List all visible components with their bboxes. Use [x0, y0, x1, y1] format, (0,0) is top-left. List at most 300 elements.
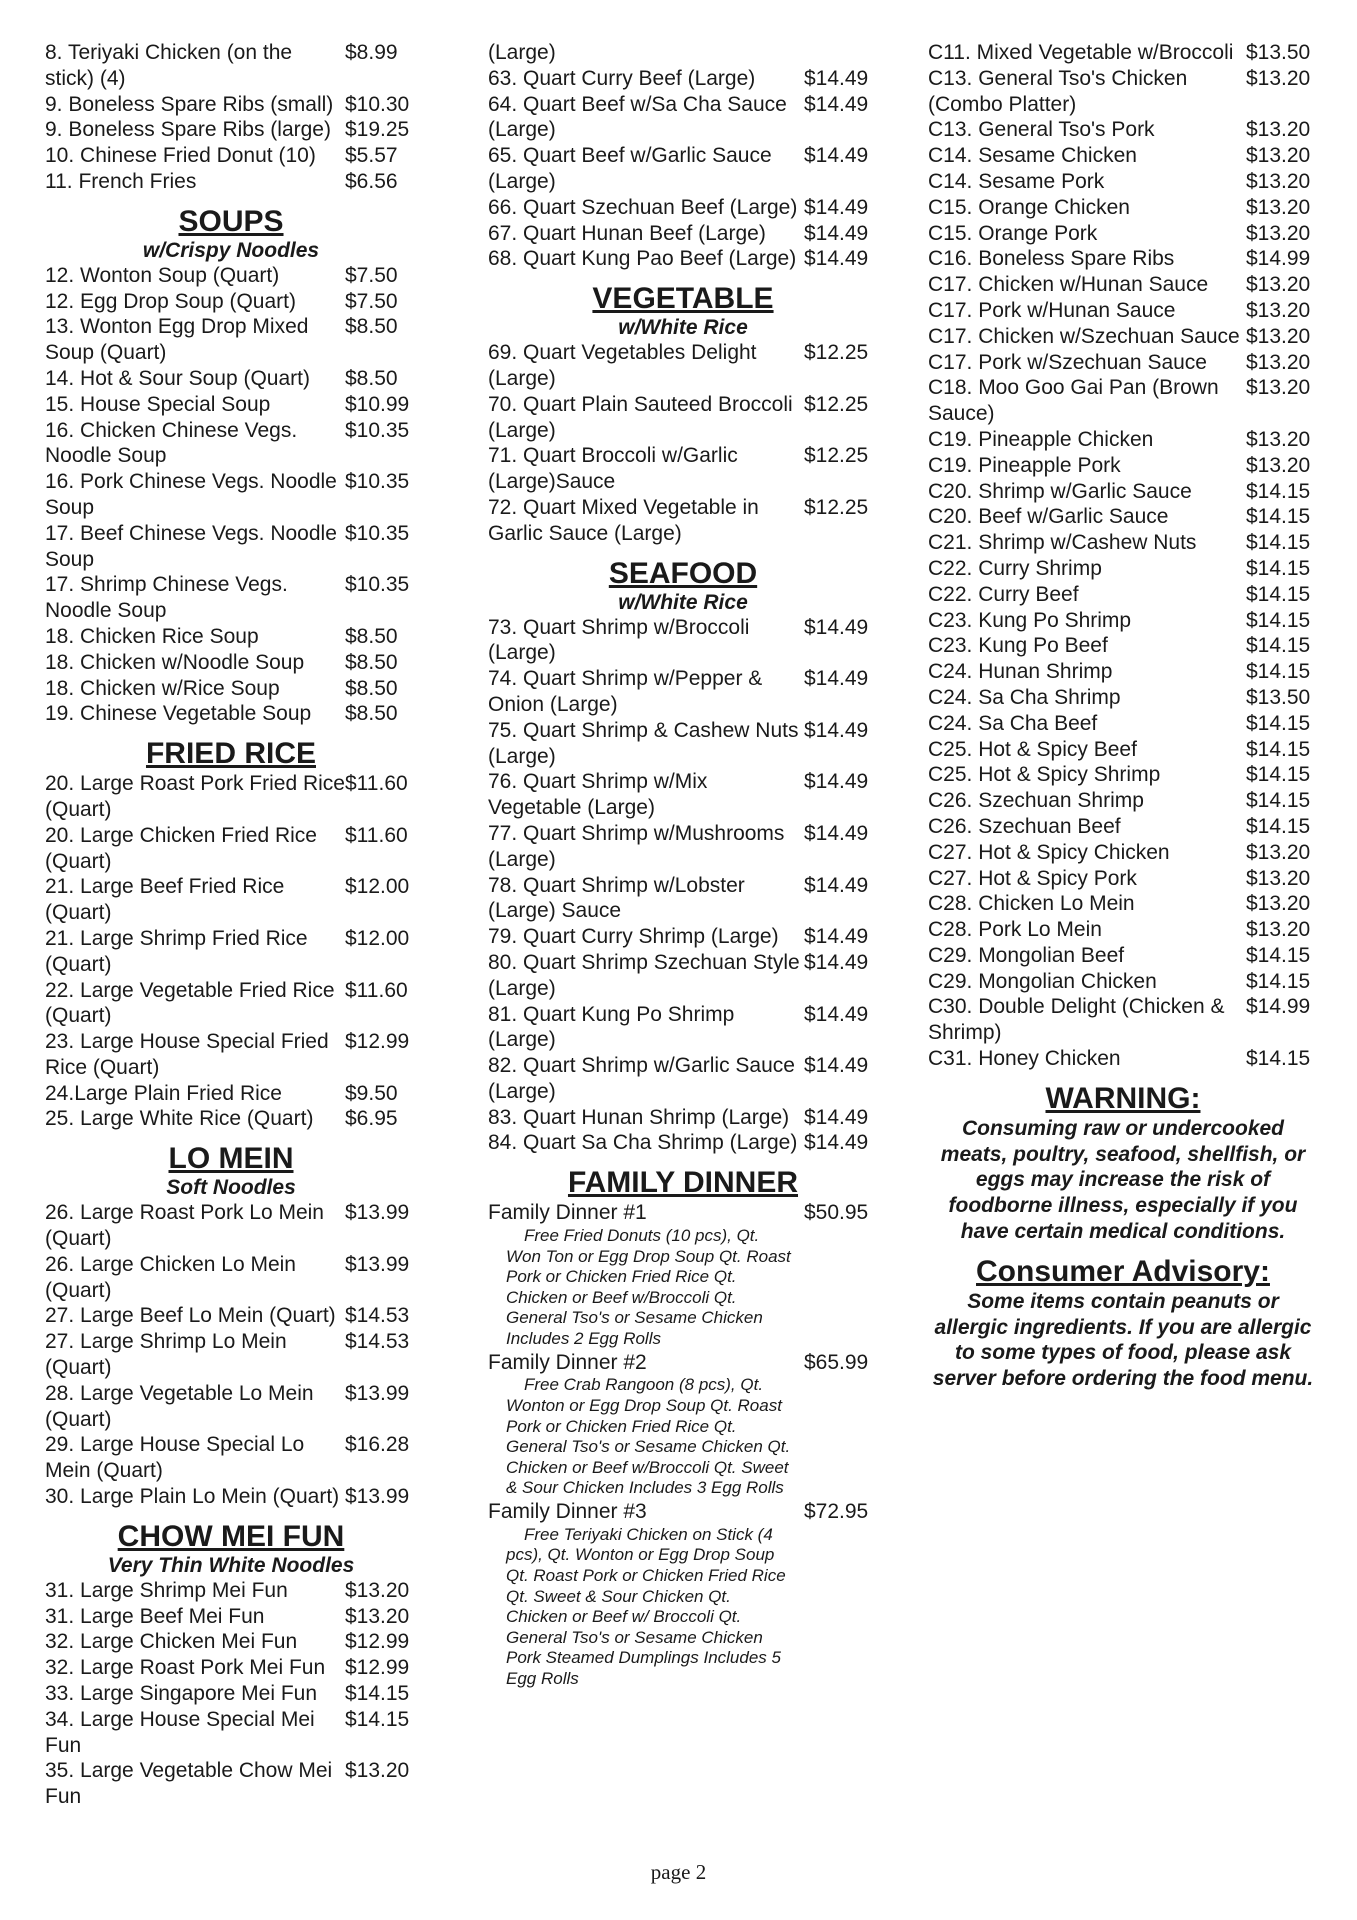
menu-section [45, 40, 417, 195]
menu-item [45, 392, 417, 418]
section-title: FAMILY DINNER [567, 1166, 799, 1200]
menu-item [928, 659, 1318, 685]
item-price: $14.49 [804, 873, 869, 897]
menu-item [45, 676, 417, 702]
item-price: $12.00 [345, 875, 410, 899]
item-name: 78. Quart Shrimp w/Lobster (Large) Sauce [488, 873, 745, 923]
item-name: 66. Quart Szechuan Beef (Large) [488, 195, 798, 219]
menu-item [488, 615, 878, 667]
section-title: SOUPS [178, 204, 284, 238]
item-price: $14.15 [1246, 711, 1311, 735]
item-name: 69. Quart Vegetables Delight (Large) [488, 341, 757, 390]
menu-item [45, 978, 417, 1030]
menu-section-seafood [488, 557, 878, 1157]
item-price: $14.15 [1246, 1047, 1311, 1071]
section-subtitle: w/White Rice [618, 590, 748, 614]
notice-warning [928, 1082, 1318, 1245]
menu-item [928, 891, 1318, 917]
item-price: $13.20 [1246, 273, 1311, 297]
item-price: $19.25 [345, 118, 410, 142]
menu-item [928, 195, 1318, 221]
item-price: $13.99 [345, 1381, 410, 1405]
item-price: $13.20 [1246, 427, 1311, 451]
item-name: 20. Large Chicken Fried Rice (Quart) [45, 823, 317, 873]
item-price: $13.20 [1246, 918, 1311, 942]
item-price: $10.35 [345, 521, 410, 545]
item-name: 31. Large Beef Mei Fun [45, 1604, 265, 1628]
item-price: $13.20 [1246, 169, 1311, 193]
item-name: C17. Pork w/Hunan Sauce [928, 298, 1176, 322]
menu-section-chow-mei-fun [45, 1520, 417, 1810]
item-price: $14.49 [804, 66, 869, 90]
item-name: 77. Quart Shrimp w/Mushrooms (Large) [488, 821, 785, 871]
item-name: C25. Hot & Spicy Beef [928, 737, 1137, 761]
menu-item [45, 1681, 417, 1707]
item-price: $13.20 [1246, 66, 1311, 90]
item-name: C13. General Tso's Pork [928, 118, 1155, 142]
menu-section-family-dinner [488, 1166, 878, 1689]
menu-item [488, 66, 878, 92]
item-price: $14.49 [804, 1105, 869, 1129]
item-price: $11.60 [345, 823, 408, 847]
item-price: $14.15 [345, 1707, 410, 1731]
item-name: 18. Chicken w/Noodle Soup [45, 650, 305, 674]
item-price: $8.50 [345, 315, 398, 339]
menu-item [45, 1303, 417, 1329]
item-price: $12.99 [345, 1656, 410, 1680]
section-subtitle: w/White Rice [618, 316, 748, 340]
item-price: $65.99 [804, 1350, 869, 1374]
item-price: $14.15 [345, 1682, 410, 1706]
menu-item [45, 1578, 417, 1604]
notice-consumer-advisory [928, 1255, 1318, 1392]
menu-item [488, 873, 878, 925]
menu-section-fried-rice [45, 737, 417, 1132]
section-subtitle: Soft Noodles [166, 1176, 296, 1200]
item-name: C23. Kung Po Beef [928, 634, 1108, 658]
menu-item [45, 572, 417, 624]
item-name: 17. Shrimp Chinese Vegs. Noodle Soup [45, 573, 288, 623]
item-name: C17. Chicken w/Szechuan Sauce [928, 324, 1240, 348]
item-name: C24. Hunan Shrimp [928, 660, 1113, 684]
item-price: $13.20 [1246, 453, 1311, 477]
menu-item [928, 40, 1318, 66]
item-price: $7.50 [345, 289, 398, 313]
menu-item [488, 221, 878, 247]
page-number: page 2 [650, 1860, 707, 1884]
menu-item [45, 469, 417, 521]
menu-item [928, 737, 1318, 763]
menu-section [928, 40, 1318, 1072]
item-name: 16. Chicken Chinese Vegs. Noodle Soup [45, 418, 298, 468]
item-price: $13.20 [1246, 195, 1311, 219]
menu-item [928, 969, 1318, 995]
menu-item [928, 350, 1318, 376]
item-price: $13.50 [1246, 685, 1311, 709]
item-name: 19. Chinese Vegetable Soup [45, 702, 312, 726]
menu-item [928, 427, 1318, 453]
item-name: 79. Quart Curry Shrimp (Large) [488, 925, 779, 949]
item-name: 24.Large Plain Fried Rice [45, 1081, 282, 1105]
section-title: SEAFOOD [608, 556, 758, 590]
menu-item [928, 143, 1318, 169]
item-price: $12.99 [345, 1630, 410, 1654]
item-price: $14.99 [1246, 995, 1311, 1019]
menu-item [45, 366, 417, 392]
menu-item [45, 289, 417, 315]
item-name: C24. Sa Cha Beef [928, 711, 1098, 735]
item-name: C26. Szechuan Shrimp [928, 789, 1144, 813]
item-price: $14.49 [804, 821, 869, 845]
menu-item [488, 1002, 878, 1054]
item-name: 71. Quart Broccoli w/Garlic (Large)Sauce [488, 444, 738, 494]
item-price: $8.50 [345, 702, 398, 726]
item-name: 17. Beef Chinese Vegs. Noodle Soup [45, 521, 337, 571]
item-name: C21. Shrimp w/Cashew Nuts [928, 531, 1197, 555]
item-name: 74. Quart Shrimp w/Pepper & Onion (Large) [488, 667, 763, 716]
menu-item [45, 143, 417, 169]
item-price: $13.20 [1246, 118, 1311, 142]
menu-item [488, 246, 878, 272]
item-name: 15. House Special Soup [45, 392, 271, 416]
item-price: $14.15 [1246, 634, 1311, 658]
item-name: Family Dinner #1 [488, 1201, 647, 1225]
menu-item [45, 624, 417, 650]
menu-item [928, 943, 1318, 969]
item-name: 21. Large Shrimp Fried Rice (Quart) [45, 926, 308, 976]
item-price: $14.15 [1246, 737, 1311, 761]
item-name: 30. Large Plain Lo Mein (Quart) [45, 1485, 340, 1509]
menu-item [45, 771, 417, 823]
menu-item [45, 1252, 417, 1304]
menu-item [45, 1432, 417, 1484]
item-name: C24. Sa Cha Shrimp [928, 685, 1121, 709]
item-name: 9. Boneless Spare Ribs (large) [45, 118, 331, 142]
item-price: $10.30 [345, 92, 410, 116]
menu-item [488, 495, 878, 547]
item-price: $13.20 [345, 1604, 410, 1628]
item-name: 21. Large Beef Fried Rice (Quart) [45, 875, 285, 925]
item-name: C11. Mixed Vegetable w/Broccoli [928, 41, 1234, 64]
item-price: $11.60 [345, 772, 408, 796]
item-name: 33. Large Singapore Mei Fun [45, 1682, 318, 1706]
item-price: $14.15 [1246, 763, 1311, 787]
item-name: C20. Shrimp w/Garlic Sauce [928, 479, 1192, 503]
menu-item [45, 1081, 417, 1107]
menu-item [45, 874, 417, 926]
item-price: $12.25 [804, 495, 869, 519]
menu-item [928, 788, 1318, 814]
item-price: $10.35 [345, 418, 410, 442]
menu-item [45, 1029, 417, 1081]
menu-item [928, 608, 1318, 634]
item-name: 75. Quart Shrimp & Cashew Nuts (Large) [488, 718, 799, 768]
item-price: $14.49 [804, 195, 869, 219]
item-price: $12.25 [804, 444, 869, 468]
item-name: 63. Quart Curry Beef (Large) [488, 66, 756, 90]
menu-item [488, 1499, 878, 1525]
item-price: $72.95 [804, 1500, 869, 1523]
menu-item [45, 1758, 417, 1810]
menu-item [928, 814, 1318, 840]
section-title: VEGETABLE [592, 282, 774, 316]
item-description: Free Crab Rangoon (8 pcs), Qt. Wonton or Egg Drop Soup Qt. Roast Pork or Chicken Fried Rice Qt. General Tso's or Sesame Chicken Qt. Chicken or Beef w/Broccoli Qt. Sweet & Sour Chicken Includes 3 Egg Rolls [506, 1375, 791, 1498]
item-price: $13.20 [1246, 324, 1311, 348]
menu-item [928, 994, 1318, 1046]
item-name: C29. Mongolian Chicken [928, 969, 1157, 993]
item-name: Family Dinner #2 [488, 1350, 647, 1374]
menu-item [928, 685, 1318, 711]
item-price: $5.57 [345, 144, 398, 168]
item-name: 23. Large House Special Fried Rice (Quart) [45, 1030, 329, 1079]
item-price: $14.15 [1246, 531, 1311, 555]
item-price: $13.20 [345, 1578, 410, 1602]
item-price: $11.60 [345, 978, 408, 1002]
item-name: C20. Beef w/Garlic Sauce [928, 505, 1169, 529]
item-name: C29. Mongolian Beef [928, 943, 1125, 967]
menu-item [928, 246, 1318, 272]
menu-item [488, 1105, 878, 1131]
item-name: 81. Quart Kung Po Shrimp (Large) [488, 1002, 735, 1052]
menu-section-lo-mein [45, 1142, 417, 1510]
menu-item [488, 718, 878, 770]
menu-item [928, 117, 1318, 143]
item-price: $13.20 [1246, 350, 1311, 374]
item-price: $13.20 [345, 1759, 410, 1783]
menu-item [488, 143, 878, 195]
item-price: $13.20 [1246, 892, 1311, 916]
menu-item [488, 821, 878, 873]
item-price: $14.49 [804, 221, 869, 245]
menu-item [488, 1200, 878, 1226]
menu-item [45, 823, 417, 875]
menu-item [488, 40, 878, 66]
item-price: $14.49 [804, 92, 869, 116]
menu-section-soups [45, 205, 417, 727]
item-price: $12.99 [345, 1030, 410, 1054]
item-name: C28. Chicken Lo Mein [928, 892, 1135, 916]
menu-item [928, 866, 1318, 892]
item-name: (Large) [488, 41, 556, 64]
item-name: 35. Large Vegetable Chow Mei Fun [45, 1759, 333, 1809]
menu-item [488, 195, 878, 221]
menu-item [928, 917, 1318, 943]
item-name: 18. Chicken w/Rice Soup [45, 676, 280, 700]
item-price: $12.25 [804, 392, 869, 416]
item-price: $13.20 [1246, 221, 1311, 245]
menu-item [45, 1329, 417, 1381]
item-name: 26. Large Roast Pork Lo Mein (Quart) [45, 1201, 324, 1251]
item-name: 14. Hot & Sour Soup (Quart) [45, 366, 310, 390]
menu-column-left [45, 40, 417, 1810]
item-name: 28. Large Vegetable Lo Mein (Quart) [45, 1381, 314, 1431]
menu-item [928, 762, 1318, 788]
menu-item [45, 1707, 417, 1759]
item-name: C19. Pineapple Chicken [928, 427, 1154, 451]
item-name: 80. Quart Shrimp Szechuan Style (Large) [488, 950, 800, 1000]
item-name: 11. French Fries [45, 169, 197, 193]
item-price: $13.99 [345, 1201, 410, 1225]
menu-item [928, 530, 1318, 556]
menu-item [928, 504, 1318, 530]
item-price: $8.99 [345, 41, 398, 64]
item-name: 8. Teriyaki Chicken (on the stick) (4) [45, 41, 293, 90]
menu-item [488, 443, 878, 495]
item-name: 12. Wonton Soup (Quart) [45, 263, 280, 287]
item-name: C17. Chicken w/Hunan Sauce [928, 273, 1209, 297]
item-price: $16.28 [345, 1433, 410, 1457]
item-price: $12.25 [804, 341, 869, 365]
item-name: C18. Moo Goo Gai Pan (Brown Sauce) [928, 376, 1219, 426]
item-name: 22. Large Vegetable Fried Rice (Quart) [45, 978, 335, 1028]
section-subtitle: w/Crispy Noodles [142, 238, 320, 262]
notice-title: Consumer Advisory: [976, 1254, 1270, 1288]
menu-column-middle [488, 40, 878, 1690]
item-name: 64. Quart Beef w/Sa Cha Sauce (Large) [488, 92, 787, 142]
item-price: $14.53 [345, 1330, 410, 1354]
item-price: $8.50 [345, 676, 398, 700]
item-name: C19. Pineapple Pork [928, 453, 1121, 477]
item-name: C30. Double Delight (Chicken & Shrimp) [928, 995, 1225, 1045]
item-price: $13.99 [345, 1485, 410, 1509]
item-name: 10. Chinese Fried Donut (10) [45, 144, 316, 168]
section-title: LO MEIN [168, 1142, 294, 1176]
menu-item [45, 92, 417, 118]
item-name: 32. Large Chicken Mei Fun [45, 1630, 298, 1654]
menu-item [45, 169, 417, 195]
item-name: 13. Wonton Egg Drop Mixed Soup (Quart) [45, 315, 309, 365]
item-name: 12. Egg Drop Soup (Quart) [45, 289, 296, 313]
menu-item [45, 1484, 417, 1510]
item-price: $14.49 [804, 925, 869, 949]
item-name: C16. Boneless Spare Ribs [928, 247, 1175, 271]
notice-text: Consuming raw or undercooked meats, poultry, seafood, shellfish, or eggs may increase the risk of foodborne illness, especially if you have certain medical conditions. [940, 1116, 1306, 1244]
menu-item [488, 924, 878, 950]
menu-item [45, 521, 417, 573]
item-price: $13.20 [1246, 298, 1311, 322]
menu-item [45, 1655, 417, 1681]
menu-item [45, 1200, 417, 1252]
item-price: $14.15 [1246, 969, 1311, 993]
item-name: 70. Quart Plain Sauteed Broccoli (Large) [488, 392, 793, 442]
menu-item [488, 769, 878, 821]
menu-item [928, 582, 1318, 608]
item-name: C26. Szechuan Beef [928, 814, 1121, 838]
item-name: C28. Pork Lo Mein [928, 918, 1102, 942]
menu-item [928, 169, 1318, 195]
item-name: Family Dinner #3 [488, 1500, 647, 1523]
menu-item [45, 701, 417, 727]
section-subtitle: Very Thin White Noodles [107, 1553, 355, 1577]
item-price: $12.00 [345, 926, 410, 950]
item-price: $8.50 [345, 366, 398, 390]
item-description: Free Fried Donuts (10 pcs), Qt. Won Ton or Egg Drop Soup Qt. Roast Pork or Chicken Fried Rice Qt. Chicken or Beef w/Broccoli Qt. General Tso's or Sesame Chicken Includes 2 Egg Rolls [506, 1226, 791, 1349]
item-price: $13.20 [1246, 866, 1311, 890]
section-title: FRIED RICE [145, 737, 316, 771]
item-price: $13.20 [1246, 144, 1311, 168]
menu-item [928, 556, 1318, 582]
item-price: $14.15 [1246, 479, 1311, 503]
menu-item [928, 840, 1318, 866]
item-name: 72. Quart Mixed Vegetable in Garlic Sauce (Large) [488, 495, 759, 545]
notice-title: WARNING: [1045, 1081, 1201, 1115]
menu-section-vegetable [488, 282, 878, 546]
menu-item [45, 650, 417, 676]
item-price: $14.53 [345, 1304, 410, 1328]
item-price: $13.99 [345, 1252, 410, 1276]
item-name: C14. Sesame Chicken [928, 144, 1137, 168]
item-name: 25. Large White Rice (Quart) [45, 1107, 314, 1131]
item-name: 26. Large Chicken Lo Mein (Quart) [45, 1252, 296, 1302]
item-price: $6.95 [345, 1107, 398, 1131]
menu-item [928, 298, 1318, 324]
item-price: $14.99 [1246, 247, 1311, 271]
menu-item [45, 40, 417, 92]
item-price: $14.15 [1246, 608, 1311, 632]
item-name: 20. Large Roast Pork Fried Rice (Quart) [45, 772, 345, 821]
item-name: 18. Chicken Rice Soup [45, 624, 259, 648]
item-price: $14.15 [1246, 556, 1311, 580]
menu-item [928, 272, 1318, 298]
item-price: $14.49 [804, 144, 869, 168]
item-name: 27. Large Beef Lo Mein (Quart) [45, 1304, 336, 1328]
menu-item [488, 1053, 878, 1105]
menu-item [45, 926, 417, 978]
item-price: $10.99 [345, 392, 410, 416]
item-price: $14.49 [804, 1002, 869, 1026]
item-price: $50.95 [804, 1201, 869, 1225]
item-name: C22. Curry Beef [928, 582, 1079, 606]
item-price: $14.49 [804, 1054, 869, 1078]
section-title: CHOW MEI FUN [117, 1519, 345, 1553]
menu-item [45, 1604, 417, 1630]
item-price: $13.20 [1246, 376, 1311, 400]
item-price: $14.15 [1246, 660, 1311, 684]
item-price: $14.49 [804, 770, 869, 794]
item-name: 34. Large House Special Mei Fun [45, 1707, 315, 1757]
item-name: C31. Honey Chicken [928, 1047, 1121, 1071]
menu-item [488, 92, 878, 144]
menu-item [928, 633, 1318, 659]
item-name: 31. Large Shrimp Mei Fun [45, 1578, 288, 1602]
menu-item [45, 263, 417, 289]
menu-item [488, 950, 878, 1002]
menu-item [928, 375, 1318, 427]
item-price: $14.15 [1246, 814, 1311, 838]
menu-section [488, 40, 878, 272]
item-price: $14.15 [1246, 582, 1311, 606]
item-price: $6.56 [345, 169, 398, 193]
item-name: C22. Curry Shrimp [928, 556, 1102, 580]
menu-column-right [928, 40, 1318, 1392]
item-name: C15. Orange Pork [928, 221, 1098, 245]
item-name: 32. Large Roast Pork Mei Fun [45, 1656, 326, 1680]
item-name: 73. Quart Shrimp w/Broccoli (Large) [488, 615, 750, 665]
item-name: 67. Quart Hunan Beef (Large) [488, 221, 766, 245]
menu-item [928, 453, 1318, 479]
item-price: $14.49 [804, 950, 869, 974]
item-name: 82. Quart Shrimp w/Garlic Sauce (Large) [488, 1054, 795, 1103]
item-name: 27. Large Shrimp Lo Mein (Quart) [45, 1330, 287, 1380]
menu-item [928, 221, 1318, 247]
item-price: $13.20 [1246, 840, 1311, 864]
item-price: $14.49 [804, 615, 869, 639]
menu-item [45, 1106, 417, 1132]
item-price: $14.49 [804, 667, 869, 691]
item-name: C13. General Tso's Chicken (Combo Platter) [928, 66, 1188, 116]
menu-item [45, 1629, 417, 1655]
item-name: C15. Orange Chicken [928, 195, 1130, 219]
